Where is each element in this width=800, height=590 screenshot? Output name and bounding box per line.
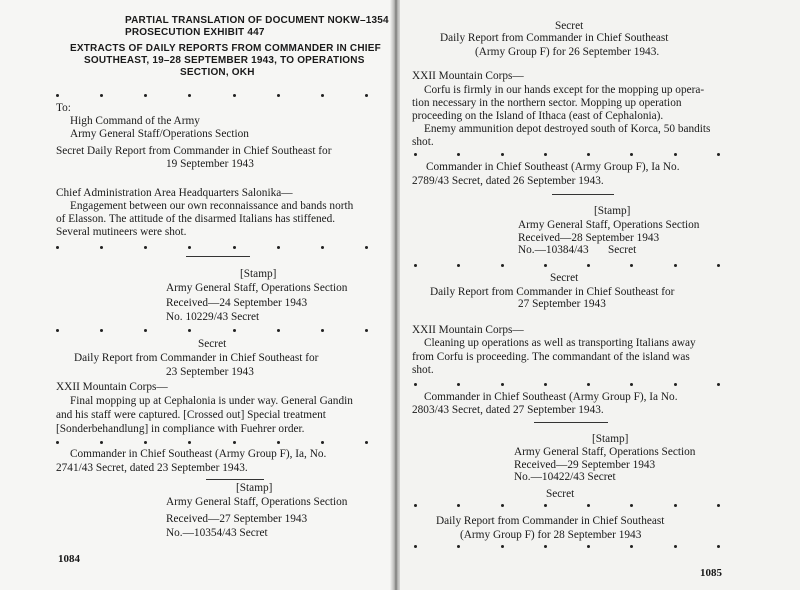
extract-title-line1: EXTRACTS OF DAILY REPORTS FROM COMMANDER IN CHIEF — [70, 43, 381, 54]
secret-label: Secret — [555, 20, 584, 32]
stamp-line: Received—28 September 1943 — [518, 232, 660, 244]
signature-line1: Commander in Chief Southeast (Army Group F), Ia No. — [426, 161, 680, 173]
extract-title-line2: SOUTHEAST, 19–28 SEPTEMBER 1943, TO OPERATIONS — [84, 55, 365, 66]
addressee-line2: Army General Staff/Operations Section — [70, 128, 249, 140]
signature-line2: 2741/43 Secret, dated 23 September 1943. — [56, 462, 248, 474]
report-title-line2: (Army Group F) for 28 September 1943 — [460, 529, 642, 541]
ellipsis-row — [56, 244, 368, 250]
stamp-line: Army General Staff, Operations Section — [166, 496, 348, 508]
paragraph-line: and his staff were captured. [Crossed out] Special treatment — [56, 409, 326, 421]
section-heading: XXII Mountain Corps— — [56, 381, 168, 393]
ellipsis-row — [56, 92, 368, 98]
signature-line2: 2803/43 Secret, dated 27 September 1943. — [412, 404, 604, 416]
paragraph-line: Final mopping up at Cephalonia is under way. General Gandin — [70, 395, 353, 407]
page-number: 1084 — [58, 553, 80, 565]
divider-rule — [186, 256, 250, 257]
report-title-line1: Daily Report from Commander in Chief Southeast for — [74, 352, 319, 364]
paragraph-line: Engagement between our own reconnaissance and bands north — [70, 200, 354, 212]
signature-line1: Commander in Chief Southeast (Army Group F), Ia No. — [424, 391, 678, 403]
stamp-line: Received—24 September 1943 — [166, 297, 308, 309]
exhibit-label: PROSECUTION EXHIBIT 447 — [125, 27, 265, 38]
ellipsis-row — [414, 502, 720, 508]
stamp-line: Army General Staff, Operations Section — [518, 219, 700, 231]
stamp-line: Received—29 September 1943 — [514, 459, 656, 471]
paragraph-line: Several mutineers were shot. — [56, 226, 187, 238]
report-title-line1: Secret Daily Report from Commander in Chief Southeast for — [56, 145, 332, 157]
stamp-label: [Stamp] — [240, 268, 277, 280]
stamp-line: No.—10422/43 Secret — [514, 471, 616, 483]
paragraph-line: [Sonderbehandlung] in compliance with Fuehrer order. — [56, 423, 305, 435]
paragraph-line: of Elasson. The attitude of the disarmed Italians has stiffened. — [56, 213, 336, 225]
page-number: 1085 — [700, 567, 722, 579]
signature-line1: Commander in Chief Southeast (Army Group F), Ia, No. — [70, 448, 327, 460]
signature-line2: 2789/43 Secret, dated 26 September 1943. — [412, 175, 604, 187]
paragraph-line: proceeding on the Island of Ithaca (east of Cephalonia). — [412, 110, 664, 122]
stamp-line: Received—27 September 1943 — [166, 513, 308, 525]
paragraph-line: shot. — [412, 364, 434, 376]
stamp-line: Army General Staff, Operations Section — [514, 446, 696, 458]
stamp-line: No. 10229/43 Secret — [166, 311, 260, 323]
stamp-line: No.—10354/43 Secret — [166, 527, 268, 539]
secret-label: Secret — [546, 488, 575, 500]
right-page — [400, 0, 800, 590]
section-heading: XXII Mountain Corps— — [412, 70, 524, 82]
ellipsis-row — [414, 262, 720, 268]
stamp-line: Army General Staff, Operations Section — [166, 282, 348, 294]
secret-label: Secret — [198, 338, 227, 350]
stamp-label: [Stamp] — [592, 433, 629, 445]
paragraph-line: Enemy ammunition depot destroyed south of Korca, 50 bandits — [424, 123, 711, 135]
ellipsis-row — [56, 439, 368, 445]
paragraph-line: Cleaning up operations as well as transporting Italians away — [424, 337, 696, 349]
report-title-line1: Daily Report from Commander in Chief Southeast — [436, 515, 665, 527]
ellipsis-row — [414, 381, 720, 387]
secret-label: Secret — [550, 272, 579, 284]
stamp-line: Secret — [608, 244, 637, 256]
report-title-line2: 23 September 1943 — [166, 366, 254, 378]
left-page — [0, 0, 392, 590]
paragraph-line: Corfu is firmly in our hands except for the mopping up opera- — [424, 84, 705, 96]
section-heading: Chief Administration Area Headquarters Salonika— — [56, 187, 293, 199]
report-title-line2: 19 September 1943 — [166, 158, 254, 170]
stamp-label: [Stamp] — [236, 482, 273, 494]
stamp-label: [Stamp] — [594, 205, 631, 217]
paragraph-line: shot. — [412, 136, 434, 148]
divider-rule — [206, 479, 264, 480]
report-title-line1: Daily Report from Commander in Chief Southeast for — [430, 286, 675, 298]
divider-rule — [552, 194, 614, 195]
report-title-line2: 27 September 1943 — [518, 298, 606, 310]
report-title-line1: Daily Report from Commander in Chief Southeast — [440, 32, 669, 44]
section-heading: XXII Mountain Corps— — [412, 324, 524, 336]
paragraph-line: from Corfu is proceeding. The commandant of the island was — [412, 351, 690, 363]
divider-rule — [534, 422, 608, 423]
ellipsis-row — [414, 543, 720, 549]
paragraph-line: tion necessary in the northern sector. Mopping up operation — [412, 97, 682, 109]
ellipsis-row — [414, 151, 720, 157]
report-title-line2: (Army Group F) for 26 September 1943. — [475, 46, 660, 58]
stamp-line: No.—10384/43 — [518, 244, 589, 256]
to-label: To: — [56, 102, 71, 114]
extract-title-line3: SECTION, OKH — [180, 67, 255, 78]
addressee-line1: High Command of the Army — [70, 115, 200, 127]
document-title: PARTIAL TRANSLATION OF DOCUMENT NOKW–1354 — [125, 15, 389, 26]
ellipsis-row — [56, 327, 368, 333]
